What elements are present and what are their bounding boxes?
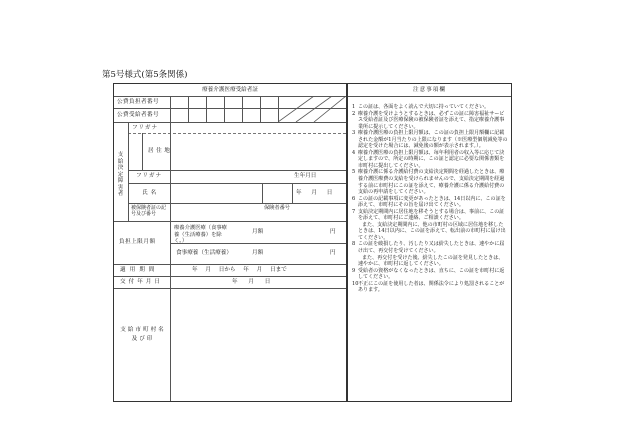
- insured-symbol-label: 被保険者証の記号及び番号: [131, 205, 167, 218]
- note-number: 3: [352, 130, 356, 137]
- note-item: [352, 169, 508, 195]
- note-7-continued: また、支給決定期間内に、他の市町村の区域に居住地を移したときは、14日以内に、この証を添えて、転出前の市町村に届け出てください。: [358, 221, 506, 241]
- note-text: 療養介護医療の負担上限月額は、毎年利用者の収入等に応じて決定しますので、所定の時期に、この証と認定に必要な関係書類を市町村に提出してください。: [358, 149, 505, 169]
- payer-number-label: 公費負担者番号: [117, 99, 159, 105]
- monthly-amount-label-1: 月額: [252, 229, 264, 235]
- note-text: 不正にこの証を使用した者は、関係法令により処罰されることがあります。: [358, 280, 505, 294]
- validity-period-value: 年 月 日から 年 月 日まで: [192, 267, 287, 273]
- issue-date-value: 年 月 日: [232, 279, 271, 285]
- meal-fee-label: 食事療養（生活療養）: [176, 250, 232, 256]
- note-item: [352, 241, 508, 254]
- certificate-panel: [113, 83, 347, 402]
- note-number: 9: [352, 267, 356, 274]
- monthly-amount-label-2: 月額: [252, 250, 264, 256]
- note-item: [352, 196, 508, 209]
- recipient-number-label: 公費受給者番号: [117, 112, 159, 118]
- yen-label-2: 円: [330, 250, 336, 256]
- note-number: 2: [352, 110, 356, 117]
- note-item: [352, 281, 508, 294]
- note-number: 5: [352, 169, 356, 176]
- note-text: 受給者の資格がなくなったときは、直ちに、この証を市町村に返してください。: [358, 267, 505, 281]
- note-number: 1: [352, 104, 356, 110]
- note-text: 療養介護医療の負担上限月額は、この証の負担上限月額欄に記載された金額が1月当たりの上限になります（※医療型個別減免等の認定を受けた場合には、減免後の額が表示されます。）。: [358, 130, 508, 150]
- note-number: 8: [352, 241, 356, 248]
- note-number: 6: [352, 195, 356, 202]
- note-text: この証は、各面をよく読んで大切に持っていてください。: [358, 104, 490, 110]
- name-label: 氏名: [142, 190, 160, 196]
- limit-section-label: 負担上限月額: [119, 239, 156, 245]
- furigana-label-1: フリガナ: [132, 125, 159, 131]
- notes-list: [352, 104, 508, 294]
- note-text: 療養介護に係る介護給付費の支給決定期間を経過したときは、療養介護医療費の支給を受けられませんので、支給決定期間を経過する前に市町村にこの証を添えて、療養介護に係る介護給付費の支給の再申請をしてください。: [358, 169, 505, 196]
- validity-period-label: 適用期間: [120, 267, 159, 273]
- form-number-title: 第5号様式(第5条関係): [102, 70, 188, 80]
- note-item: [352, 130, 508, 150]
- note-item: [352, 268, 508, 281]
- birth-date-value: 年 月 日: [296, 190, 333, 196]
- recipient-section-label: 支給決定障害者: [117, 152, 124, 197]
- note-item: [352, 209, 508, 222]
- note-text: この証を破損したり、汚したり又は紛失したときは、速やかに届け出て、再交付を受けてください。: [358, 241, 505, 255]
- address-label: 居住地: [148, 148, 173, 154]
- diagonal-strike-marks: [278, 96, 346, 122]
- furigana-label-2: フリガナ: [136, 173, 163, 179]
- insurer-number-label: 保険者番号: [264, 205, 290, 211]
- note-number: 7: [352, 208, 356, 215]
- note-item: [352, 150, 508, 170]
- municipality-seal-label: 支給市町村名及び印: [120, 327, 166, 342]
- yen-label-1: 円: [330, 229, 336, 235]
- note-text: 支給決定期間内に居住地を移そうとする場合は、事前に、この証を添えて、市町村にご連絡、ご相談ください。: [358, 208, 505, 222]
- note-8-continued: また、再交付を受けた後、紛失したこの証を発見したときは、速やかに、市町村に返してください。: [358, 254, 504, 268]
- note-item: [352, 111, 508, 131]
- note-number: 4: [352, 149, 356, 156]
- notes-panel: [347, 83, 512, 402]
- note-text: 療養介護を受けようとするときは、必ずこの証に障害福祉サービス受給者証及び医療保険の被保険者証を添えて、指定療養介護事業所に提示してください。: [358, 110, 505, 130]
- birth-date-label: 生年月日: [294, 173, 317, 179]
- notes-title: 注意事項欄: [413, 87, 446, 93]
- note-text: この証の記載事項に変更があったときは、14日以内に、この証を添えて、市町村にその旨を届け出てください。: [358, 195, 506, 209]
- medical-care-fee-label: 療養介護医療（食事療養（生活療養）を除く。）: [174, 225, 227, 245]
- issue-date-label: 交付年月日: [120, 279, 163, 285]
- certificate-title: 療養介護医療受給者証: [202, 87, 258, 93]
- note-number: 10: [352, 280, 359, 287]
